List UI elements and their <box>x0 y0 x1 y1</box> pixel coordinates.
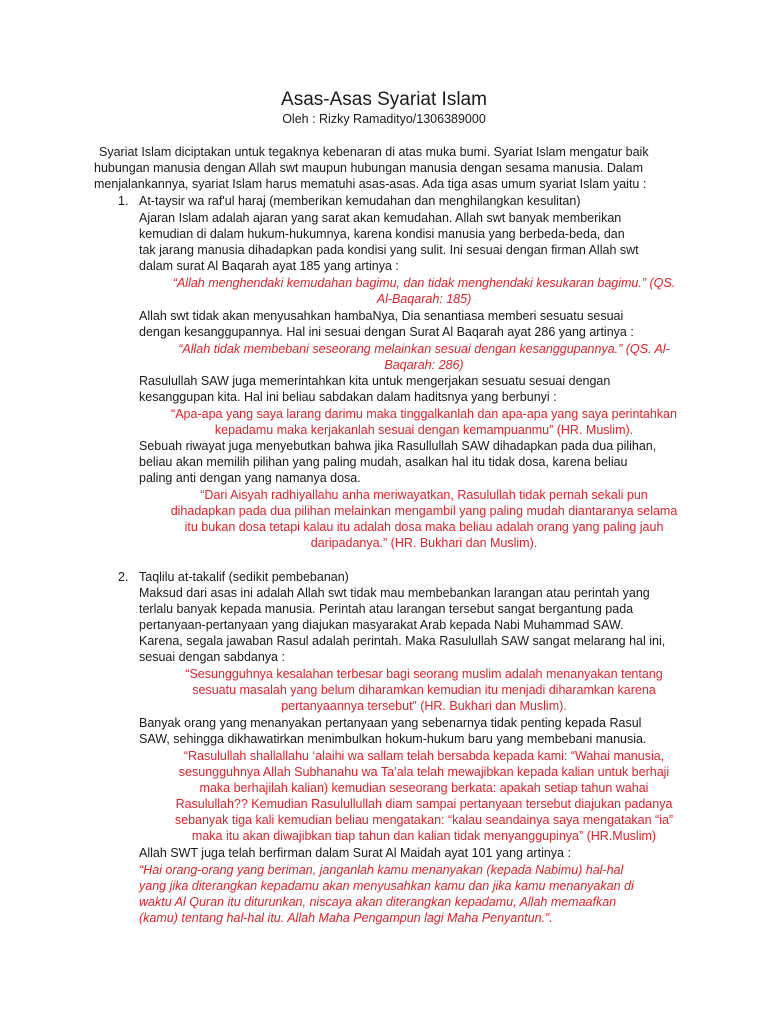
section-heading: Taqlilu at-takalif (sedikit pembebanan) <box>139 570 349 584</box>
quote-line: “Dari Aisyah radhiyallahu anha meriwayatkan, Rasulullah tidak pernah sekali pun <box>200 488 648 502</box>
document-title: Asas-Asas Syariat Islam <box>281 89 487 110</box>
quote-line: “Rasulullah shallallahu ‘alaihi wa sallam telah bersabda kepada kami: “Wahai manusia, <box>183 749 665 763</box>
quote-line: maka berhajilah kalian) kemudian seseorang berkata: apakah setiap tahun wahai <box>199 781 649 795</box>
paragraph-line: beliau akan memilih pilihan yang paling mudah, asalkan hal itu tidak dosa, karena beliau <box>139 455 628 469</box>
paragraph-line: pertanyaan-pertanyaan yang diajukan masyarakat Arab kepada Nabi Muhammad SAW. <box>139 618 624 632</box>
quote-line: “Sesungguhnya kesalahan terbesar bagi seorang muslim adalah menanyakan tentang <box>185 667 663 681</box>
paragraph-line: Karena, segala jawaban Rasul adalah perintah. Maka Rasulullah SAW sangat melarang hal ini, <box>139 634 666 648</box>
intro-line: menjalankannya, syariat Islam harus mematuhi asas-asas. Ada tiga asas umum syariat Islam yaitu : <box>94 177 647 191</box>
quote-line: Baqarah: 286) <box>384 358 464 372</box>
paragraph-line: paling anti dengan yang namanya dosa. <box>139 471 361 485</box>
quote-line: maka itu akan diwajibkan tiap tahun dan kalian tidak menyanggupinya” (HR.Muslim) <box>191 829 657 843</box>
paragraph-line: Banyak orang yang menanyakan pertanyaan yang sebenarnya tidak penting kepada Rasul <box>139 716 642 730</box>
paragraph-line: Rasulullah SAW juga memerintahkan kita untuk mengerjakan sesuatu sesuai dengan <box>139 374 611 388</box>
quote-line: Rasulullah?? Kemudian Rasulullullah diam sampai pertanyaan tersebut diajukan padanya <box>175 797 673 811</box>
quote-line: itu bukan dosa tetapi kalau itu adalah dosa maka beliau adalah orang yang paling jauh <box>184 520 664 534</box>
paragraph-line: Ajaran Islam adalah ajaran yang sarat akan kemudahan. Allah swt banyak memberikan <box>139 211 622 225</box>
quote-line: “Allah tidak membebani seseorang melainkan sesuai dengan kesanggupannya.” (QS. Al- <box>178 342 670 356</box>
section-number: 2. <box>118 570 129 584</box>
intro-line: Syariat Islam diciptakan untuk tegaknya kebenaran di atas muka bumi. Syariat Islam mengatur baik <box>99 145 649 159</box>
quote-line: yang jika diterangkan kepadamu akan menyusahkan kamu dan jika kamu menanyakan di <box>139 879 634 893</box>
quote-line: sesuatu masalah yang belum diharamkan kemudian itu menjadi diharamkan karena <box>192 683 656 697</box>
quote-line: “Apa-apa yang saya larang darimu maka tinggalkanlah dan apa-apa yang saya perintahkan <box>171 407 677 421</box>
section-number: 1. <box>118 194 129 208</box>
quote-line: Al-Baqarah: 185) <box>376 292 472 306</box>
paragraph-line: Maksud dari asas ini adalah Allah swt tidak mau membebankan larangan atau perintah yang <box>139 586 650 600</box>
paragraph-line: kemudian di dalam hukum-hukumnya, karena kondisi manusia yang berbeda-beda, dan <box>139 227 625 241</box>
paragraph-line: kesanggupan kita. Hal ini beliau sabdakan dalam haditsnya yang berbunyi : <box>139 390 557 404</box>
quote-line: sebanyak tiga kali kemudian beliau mengatakan: “kalau seandainya saya mengatakan “ia” <box>174 813 674 827</box>
section-heading: At-taysir wa raf'ul haraj (memberikan kemudahan dan menghilangkan kesulitan) <box>139 194 581 208</box>
quote-line: pertanyaannya tersebut” (HR. Bukhari dan Muslim). <box>281 699 567 713</box>
quote-line: sesungguhnya Allah Subhanahu wa Ta’ala telah mewajibkan kepada kalian untuk berhaji <box>178 765 670 779</box>
paragraph-line: terlalu banyak kepada manusia. Perintah atau larangan tersebut sangat bergantung pada <box>139 602 634 616</box>
quote-line: dihadapkan pada dua pilihan melainkan mengambil yang paling mudah diantaranya selama <box>170 504 678 518</box>
quote-line: “Hai orang-orang yang beriman, janganlah kamu menanyakan (kepada Nabimu) hal-hal <box>139 863 624 877</box>
quote-line: kepadamu maka kerjakanlah sesuai dengan kemampuanmu” (HR. Muslim). <box>214 423 634 437</box>
paragraph-line: Allah SWT juga telah berfirman dalam Surat Al Maidah ayat 101 yang artinya : <box>139 846 571 860</box>
paragraph-line: SAW, sehingga dikhawatirkan menimbulkan hokum-hukum baru yang membebani manusia. <box>139 732 647 746</box>
document-author: Oleh : Rizky Ramadityo/1306389000 <box>282 112 486 126</box>
paragraph-line: sesuai dengan sabdanya : <box>139 650 285 664</box>
quote-line: (kamu) tentang hal-hal itu. Allah Maha Pengampun lagi Maha Penyantun.”. <box>139 911 553 925</box>
paragraph-line: dengan kesanggupannya. Hal ini sesuai dengan Surat Al Baqarah ayat 286 yang artinya : <box>139 325 634 339</box>
paragraph-line: dalam surat Al Baqarah ayat 185 yang artinya : <box>139 259 399 273</box>
paragraph-line: tak jarang manusia dihadapkan pada kondisi yang sulit. Ini sesuai dengan firman Allah swt <box>139 243 639 257</box>
quote-line: waktu Al Quran itu diturunkan, niscaya akan diterangkan kepadamu, Allah memaafkan <box>139 895 617 909</box>
paragraph-line: Allah swt tidak akan menyusahkan hambaNya, Dia senantiasa memberi sesuatu sesuai <box>139 309 624 323</box>
intro-line: hubungan manusia dengan Allah swt maupun hubungan manusia dengan sesama manusia. Dalam <box>94 161 643 175</box>
paragraph-line: Sebuah riwayat juga menyebutkan bahwa jika Rasullullah SAW dihadapkan pada dua pilihan, <box>139 439 657 453</box>
quote-line: daripadanya.” (HR. Bukhari dan Muslim). <box>310 536 538 550</box>
quote-line: “Allah menghendaki kemudahan bagimu, dan tidak menghendaki kesukaran bagimu.” (QS. <box>172 276 676 290</box>
